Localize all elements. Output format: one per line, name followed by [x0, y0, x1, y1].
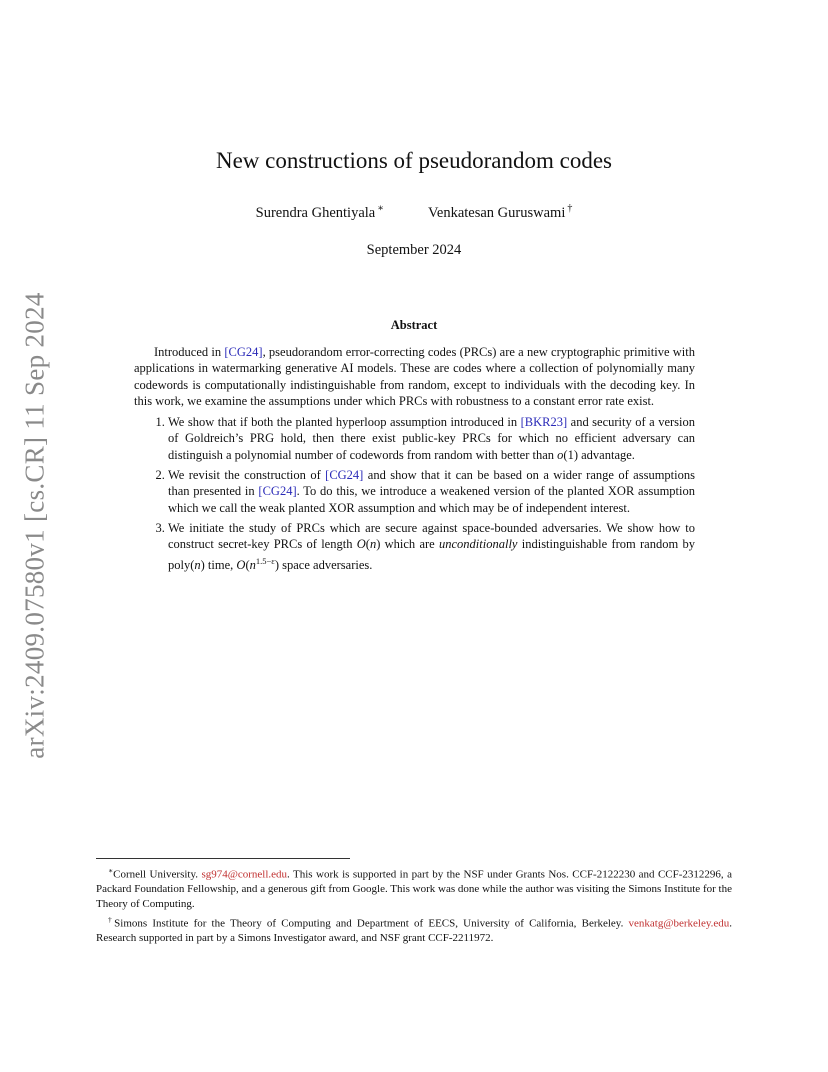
abstract-intro: Introduced in [CG24], pseudorandom error-correcting codes (PRCs) are a new cryptographic primitive with applications in watermarking generative AI models. These are codes where a collection of polynomially many codewords is computationally indistinguishable from random, except to individuals with the decoding key. In this work, we examine the assumptions under which PRCs with robustness to a constant error rate exist. — [134, 345, 695, 408]
list-item: 1. We show that if both the planted hyperloop assumption introduced in [BKR23] and security of a version of Goldreich’s PRG hold, then there exist public-key PRCs for which no efficient adversary can distinguish a polynomial number of codewords from random with better than o(1) advantage. — [168, 414, 695, 463]
email-link[interactable]: sg974@cornell.edu — [201, 868, 288, 881]
citation-link[interactable]: [CG24] — [325, 468, 364, 483]
list-item: 3. We initiate the study of PRCs which are secure against space-bounded adversaries. We show how to construct secret-key PRCs of length O(n) which are unconditionally indistinguishable from random by poly(n) time, $O(n^{1.5-\varepsilon})$ space adversaries. — [168, 520, 695, 573]
citation-link[interactable]: [CG24] — [258, 484, 297, 499]
contribution-list — [134, 414, 695, 573]
author-2 — [428, 203, 572, 222]
arxiv-sidebar-stamp — [8, 290, 62, 760]
author-name: Venkatesan Guruswami — [428, 204, 566, 221]
paper-title: New constructions of pseudorandom codes — [215, 148, 613, 173]
abstract-body — [134, 344, 695, 577]
footnote-divider — [96, 858, 350, 859]
footnote-1: ∗Cornell University. sg974@cornell.edu. This work is supported in part by the NSF under Grants Nos. CCF-2122230 and CCF-2312296, a Packard Foundation Fellowship, and a generous gift from Google. This work was done while the author was visiting the Simons Institute for the Theory of Computing. — [96, 866, 732, 911]
footnotes — [96, 864, 732, 947]
citation-link[interactable]: [CG24] — [224, 345, 263, 359]
abstract-heading: Abstract — [390, 318, 438, 332]
list-item: 2. We revisit the construction of [CG24] and show that it can be based on a wider range of assumptions than presented in [CG24]. To do this, we introduce a weakened version of the planted XOR assumption which we call the weak planted XOR assumption and which may be of independent interest. — [168, 467, 695, 516]
arxiv-identifier: arXiv:2409.07580v1 [cs.CR] 11 Sep 2024 — [19, 291, 50, 759]
email-link[interactable]: venkatg@berkeley.edu — [628, 917, 730, 930]
footnote-mark[interactable]: † — [567, 203, 573, 214]
citation-link[interactable]: [BKR23] — [520, 415, 568, 430]
footnote-2: †Simons Institute for the Theory of Computing and Department of EECS, University of California, Berkeley. venkatg@berkeley.edu. Research supported in part by a Simons Investigator award, and NSF grant CCF-2211972. — [96, 914, 733, 945]
author-name: Surendra Ghentiyala — [255, 204, 376, 221]
footnote-mark[interactable]: ∗ — [377, 203, 385, 214]
author-list — [0, 203, 828, 222]
paper-date: September 2024 — [366, 242, 462, 258]
author-1 — [256, 203, 384, 222]
